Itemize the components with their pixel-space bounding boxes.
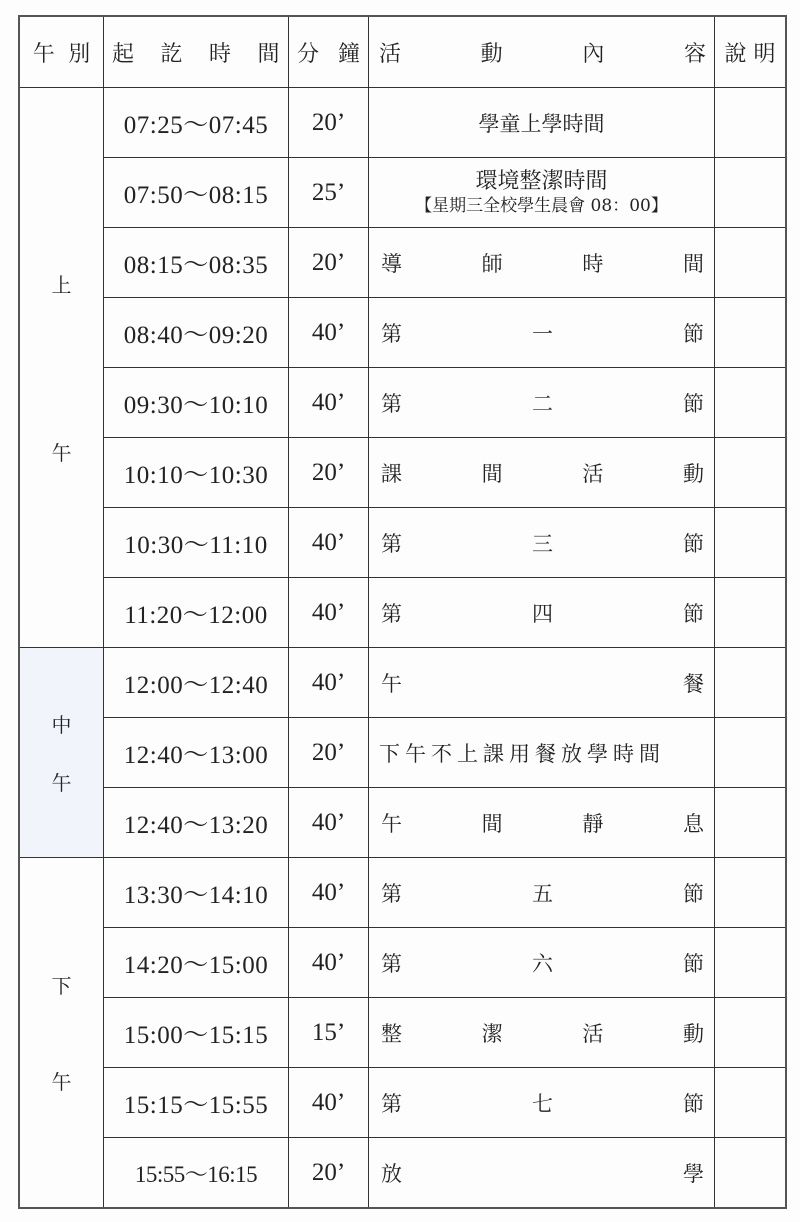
activity-char: 間 [481,811,503,836]
activity-char: 間 [682,251,704,276]
header-time-char: 間 [257,41,280,67]
activity-note: 【星期三全校學生晨會 08：00】 [415,195,668,216]
minutes-cell: 40’ [289,578,369,648]
activity-char: 節 [683,321,704,346]
schedule-row [19,998,786,1068]
schedule-row [19,1068,786,1138]
header-activity-char: 內 [582,41,605,67]
time-range-cell: 15:00～15:15 [104,998,289,1068]
header-period-char: 午 [32,41,55,67]
activity-char: 動 [682,461,704,486]
activity-cell [369,298,715,368]
note-cell [715,438,787,508]
header-time-range [104,16,289,88]
activity-cell [369,928,715,998]
period-char: 上 [51,273,72,297]
schedule-row [19,438,786,508]
period-cell-noon [19,648,104,858]
note-cell [715,508,787,578]
activity-char: 學 [683,1161,704,1186]
activity-char: 二 [532,391,553,416]
header-minutes-char: 鐘 [337,41,360,67]
activity-cell [369,228,715,298]
note-cell [715,928,787,998]
period-char: 午 [51,441,72,465]
schedule-row [19,648,786,718]
minutes-cell: 40’ [289,1068,369,1138]
schedule-row [19,158,786,228]
schedule-row [19,578,786,648]
activity-char: 課 [381,461,402,486]
activity-cell [369,508,715,578]
activity-cell [369,998,715,1068]
activity-char: 三 [532,531,553,556]
time-range-cell: 09:30～10:10 [104,368,289,438]
time-range-cell: 14:20～15:00 [104,928,289,998]
activity-cell [369,858,715,928]
schedule-row [19,88,786,158]
schedule-row [19,368,786,438]
minutes-cell: 40’ [289,368,369,438]
minutes-cell: 20’ [289,228,369,298]
note-cell [715,578,787,648]
minutes-cell: 20’ [289,438,369,508]
note-cell [715,228,787,298]
header-row [19,16,786,88]
activity-char: 節 [683,881,704,906]
activity-text: 學童上學時間 [478,111,605,136]
activity-cell [369,438,715,508]
minutes-cell: 25’ [289,158,369,228]
minutes-cell: 40’ [289,928,369,998]
minutes-cell: 40’ [289,858,369,928]
period-cell-afternoon [19,858,104,1209]
time-range-cell: 15:15～15:55 [104,1068,289,1138]
activity-char: 一 [532,321,553,346]
activity-char: 活 [582,1021,604,1046]
note-cell [715,718,787,788]
time-range-cell: 10:10～10:30 [104,438,289,508]
time-range-cell: 08:15～08:35 [104,228,289,298]
activity-char: 間 [481,461,503,486]
time-range-cell: 12:40～13:20 [104,788,289,858]
activity-char: 第 [381,321,402,346]
header-note-char: 說 [724,41,747,67]
schedule-row [19,1138,786,1209]
activity-char: 第 [381,601,402,626]
note-cell [715,158,787,228]
period-cell-morning [19,88,104,648]
header-time-char: 訖 [160,41,183,67]
note-cell [715,368,787,438]
minutes-cell: 20’ [289,718,369,788]
minutes-cell: 40’ [289,788,369,858]
schedule-row [19,228,786,298]
note-cell [715,1068,787,1138]
header-period [19,16,104,88]
minutes-cell: 40’ [289,648,369,718]
activity-char: 導 [381,251,402,276]
note-cell [715,998,787,1068]
header-period-char: 別 [68,41,91,67]
note-cell [715,858,787,928]
activity-cell [369,648,715,718]
activity-char: 六 [532,951,553,976]
header-minutes [289,16,369,88]
schedule-row [19,508,786,578]
activity-char: 第 [381,391,402,416]
activity-char: 七 [532,1091,553,1116]
activity-cell [369,718,715,788]
time-range-cell: 07:50～08:15 [104,158,289,228]
activity-cell [369,88,715,158]
header-activity-char: 容 [683,41,706,67]
activity-cell [369,368,715,438]
activity-char: 第 [381,951,402,976]
time-range-cell: 15:55～16:15 [104,1138,289,1209]
activity-char: 活 [582,461,604,486]
note-cell [715,788,787,858]
minutes-cell: 40’ [289,508,369,578]
activity-char: 潔 [481,1021,503,1046]
activity-char: 第 [381,531,402,556]
header-activity-char: 動 [480,41,503,67]
activity-char: 午 [381,811,402,836]
time-range-cell: 11:20～12:00 [104,578,289,648]
time-range-cell: 08:40～09:20 [104,298,289,368]
schedule-row [19,298,786,368]
time-range-cell: 12:40～13:00 [104,718,289,788]
schedule-row [19,928,786,998]
activity-char: 動 [682,1021,704,1046]
activity-char: 節 [683,951,704,976]
activity-cell [369,158,715,228]
activity-cell [369,788,715,858]
activity-char: 餐 [683,671,704,696]
header-activity-char: 活 [379,41,402,67]
minutes-cell: 20’ [289,88,369,158]
period-char: 午 [51,770,72,795]
activity-char: 節 [683,601,704,626]
activity-char: 第 [381,881,402,906]
schedule-row [19,788,786,858]
activity-char: 五 [532,881,553,906]
activity-char: 節 [683,391,704,416]
activity-cell [369,1068,715,1138]
time-range-cell: 12:00～12:40 [104,648,289,718]
header-time-char: 起 [112,41,135,67]
schedule-row [19,858,786,928]
period-char: 午 [51,1070,72,1095]
activity-char: 四 [532,601,553,626]
daily-schedule-table [18,15,787,1209]
activity-char: 放 [381,1161,402,1186]
header-time-char: 時 [208,41,232,67]
header-note [715,16,787,88]
time-range-cell: 13:30～14:10 [104,858,289,928]
activity-char: 師 [481,251,503,276]
header-minutes-char: 分 [297,41,320,67]
activity-title: 環境整潔時間 [475,169,608,195]
activity-char: 整 [381,1021,402,1046]
activity-char: 息 [682,811,704,836]
activity-char: 節 [683,1091,704,1116]
activity-char: 節 [683,531,704,556]
schedule-body [19,88,786,1209]
period-char: 中 [51,713,72,738]
time-range-cell: 07:25～07:45 [104,88,289,158]
minutes-cell: 40’ [289,298,369,368]
note-cell [715,1138,787,1209]
activity-cell [369,1138,715,1209]
period-char: 下 [51,973,72,998]
note-cell [715,88,787,158]
activity-text: 下午不上課用餐放學時間 [379,741,665,766]
activity-char: 時 [582,251,604,276]
header-activity [369,16,715,88]
minutes-cell: 15’ [289,998,369,1068]
time-range-cell: 10:30～11:10 [104,508,289,578]
note-cell [715,298,787,368]
minutes-cell: 20’ [289,1138,369,1209]
activity-cell [369,578,715,648]
schedule-row [19,718,786,788]
activity-char: 午 [381,671,402,696]
header-note-char: 明 [753,41,776,67]
activity-char: 第 [381,1091,402,1116]
activity-char: 靜 [582,811,604,836]
note-cell [715,648,787,718]
